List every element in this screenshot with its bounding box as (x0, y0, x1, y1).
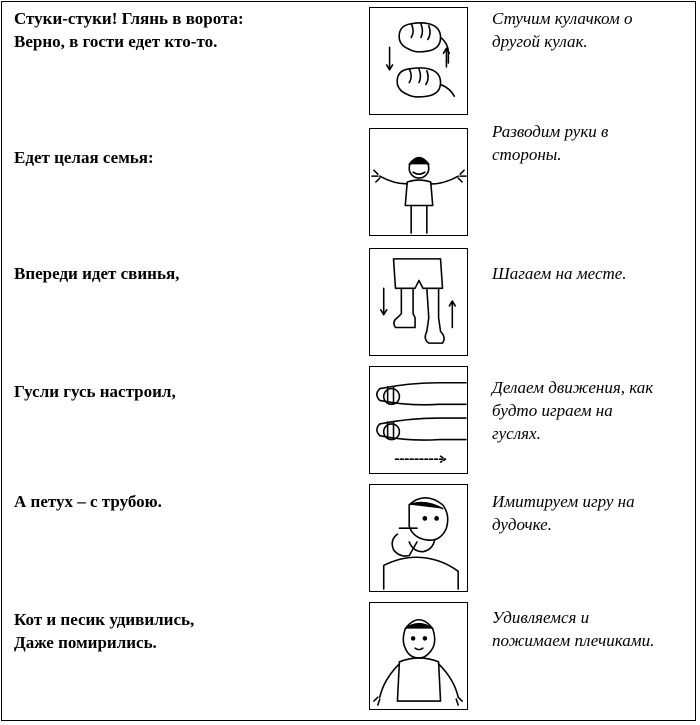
verse-text: А петух – с трубою. (14, 492, 162, 511)
fists-knocking-icon (369, 7, 468, 115)
verse-text: Едет целая семья: (14, 148, 154, 167)
boy-playing-pipe-icon (369, 484, 468, 592)
action-text: Удивляемся и пожимаем плечиками. (492, 608, 655, 650)
verse-text: Стуки-стуки! Глянь в ворота: Верно, в гости едет кто-то. (14, 9, 244, 51)
action-text: Шагаем на месте. (492, 264, 627, 283)
action-text: Имитируем игру на дудочке. (492, 492, 635, 534)
boy-arms-spread-icon (369, 128, 468, 236)
action-text: Разводим руки в стороны. (492, 122, 609, 164)
boy-shrugging-icon (369, 602, 468, 710)
legs-marching-icon (369, 248, 468, 356)
action-text: Делаем движения, как будто играем на гуслях. (492, 378, 654, 443)
hands-playing-gusli-icon (369, 366, 468, 474)
verse-text: Впереди идет свинья, (14, 264, 180, 283)
rhyme-table (1, 1, 696, 721)
verse-text: Гусли гусь настроил, (14, 382, 176, 401)
verse-text: Кот и песик удивились, Даже помирились. (14, 610, 195, 652)
action-text: Стучим кулачком о другой кулак. (492, 9, 633, 51)
